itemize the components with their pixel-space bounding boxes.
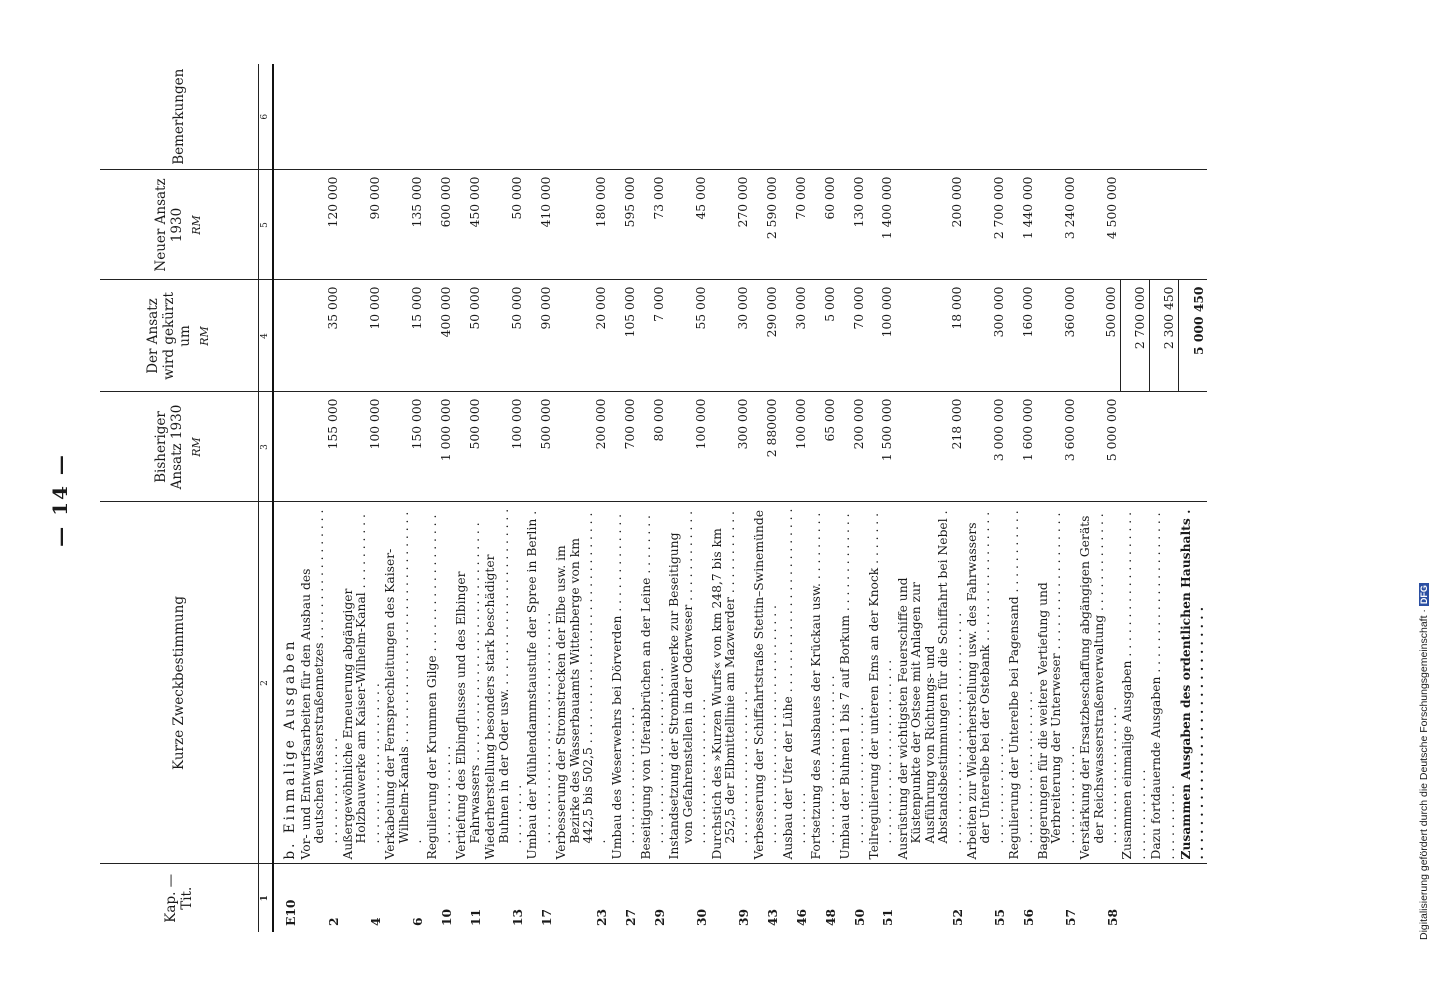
row-neu: 135 000 [383, 170, 425, 280]
row-gekuerzt: 10 000 [341, 280, 383, 392]
digitization-note-text: Digitalisierung gefördert durch die Deutsche Forschungsgemeinschaft · [1418, 609, 1430, 940]
row-description [1078, 502, 1120, 864]
row-tit: 43 [765, 908, 781, 926]
row-bemerkungen [610, 64, 639, 170]
row-description [383, 502, 425, 864]
row-description [667, 502, 709, 864]
table-row [425, 64, 454, 932]
table-row [896, 64, 965, 932]
row-bisher: 300 000 [710, 392, 752, 502]
row-description [483, 502, 525, 864]
row-gekuerzt: 500 000 [1078, 280, 1120, 392]
row-description [752, 502, 781, 864]
table-row [299, 64, 341, 932]
digitization-note [1418, 40, 1432, 940]
row-bemerkungen [710, 64, 752, 170]
row-tit: 55 [991, 908, 1007, 926]
row-bemerkungen [1036, 64, 1078, 170]
row-tit: 13 [509, 908, 525, 926]
row-bisher: 80 000 [639, 392, 668, 502]
row-description [809, 502, 838, 864]
dfg-logo: DFG [1419, 585, 1429, 605]
row-bisher: 100 000 [341, 392, 383, 502]
row-neu: 450 000 [454, 170, 483, 280]
row-description [525, 502, 554, 864]
row-bemerkungen [867, 64, 896, 170]
row-bemerkungen [838, 64, 867, 170]
table-row [867, 64, 896, 932]
row-neu: 2 590 000 [752, 170, 781, 280]
row-tit: 46 [794, 908, 810, 926]
row-neu: 4 500 000 [1078, 170, 1120, 280]
row-description-text: Instandsetzung der Strombauwerke zur Beseitigung von Gefahrenstellen in der Oderweser . . . [668, 509, 708, 860]
column-number: 4 [259, 280, 274, 392]
section-heading: b. Einmalige Ausgaben [273, 502, 298, 864]
row-bemerkungen [752, 64, 781, 170]
row-bisher: 100 000 [483, 392, 525, 502]
row-bisher: 700 000 [610, 392, 639, 502]
column-number: 5 [259, 170, 274, 280]
row-tit: 56 [1020, 908, 1036, 926]
row-bemerkungen [639, 64, 668, 170]
row-neu: 3 240 000 [1036, 170, 1078, 280]
row-neu: 200 000 [896, 170, 965, 280]
row-tit: 10 [438, 908, 454, 926]
row-description-text: Wiederherstellung besonders stark beschädigter Buhnen in der Oder usw. . . . [484, 509, 524, 860]
row-description [838, 502, 867, 864]
row-description-text: Durchstich des »Kurzen Wurfs« von km 248,7 bis km 252,5 der Elbmittellinie am Mazwerder . . . [711, 509, 751, 860]
row-tit: 4 [367, 917, 383, 926]
row-bisher: 150 000 [383, 392, 425, 502]
row-tit: 6 [410, 917, 426, 926]
row-description-text: Vertiefung des Elbingflusses und des Elbinger Fahrwassers . . . [455, 509, 482, 860]
row-description [896, 502, 965, 864]
row-tit: 51 [880, 908, 896, 926]
row-description-text: Teilregulierung der unteren Ems an der Knock . . . [868, 509, 895, 860]
table-row [710, 64, 752, 932]
row-neu: 595 000 [610, 170, 639, 280]
row-bemerkungen [1078, 64, 1120, 170]
row-description-text: Baggerungen für die weitere Vertiefung und Verbreiterung der Unterweser . . . [1037, 509, 1077, 860]
row-bemerkungen [299, 64, 341, 170]
row-description-text: Verkabelung der Fernsprechleitungen des Kaiser-Wilhelm-Kanals . . . [384, 509, 424, 860]
row-bemerkungen [383, 64, 425, 170]
row-description-text: Umbau des Weserwehrs bei Dörverden . . . [611, 509, 638, 860]
row-bemerkungen [341, 64, 383, 170]
row-bisher: 155 000 [299, 392, 341, 502]
table-row [1078, 64, 1120, 932]
row-gekuerzt: 400 000 [425, 280, 454, 392]
row-bisher: 3 600 000 [1036, 392, 1078, 502]
row-neu: 130 000 [838, 170, 867, 280]
row-gekuerzt: 7 000 [639, 280, 668, 392]
row-bemerkungen [809, 64, 838, 170]
row-description-text: Regulierung der Unterelbe bei Pagensand . . . [1008, 509, 1035, 860]
table-row [667, 64, 709, 932]
row-bisher: 100 000 [781, 392, 810, 502]
table-row [554, 64, 610, 932]
row-bisher: 218 000 [896, 392, 965, 502]
row-neu: 50 000 [483, 170, 525, 280]
row-description [554, 502, 610, 864]
unit-label: RM [198, 326, 211, 346]
row-description-text: Arbeiten zur Wiederherstellung usw. des Fahrwassers der Unterelbe bei der Ostebank . . . [966, 509, 1006, 860]
row-tit: 27 [623, 908, 639, 926]
row-neu: 90 000 [341, 170, 383, 280]
total-einmalig-value: 2 700 000 [1120, 280, 1149, 392]
row-neu: 70 000 [781, 170, 810, 280]
row-description [1007, 502, 1036, 864]
row-neu: 600 000 [425, 170, 454, 280]
row-gekuerzt: 160 000 [1007, 280, 1036, 392]
header-row [100, 64, 259, 932]
table-row [965, 64, 1007, 932]
row-tit: 23 [594, 908, 610, 926]
row-tit: 11 [467, 908, 483, 926]
row-gekuerzt: 50 000 [454, 280, 483, 392]
row-neu: 180 000 [554, 170, 610, 280]
row-bemerkungen [454, 64, 483, 170]
row-bemerkungen [1007, 64, 1036, 170]
row-description-text: Umbau der Mühlendammstaustufe der Spree in Berlin . . . [526, 509, 553, 860]
row-bemerkungen [896, 64, 965, 170]
row-tit: 29 [651, 908, 667, 926]
budget-table [100, 64, 1207, 932]
row-gekuerzt: 18 000 [896, 280, 965, 392]
row-tit: 48 [822, 908, 838, 926]
row-description [867, 502, 896, 864]
column-number: 3 [259, 392, 274, 502]
row-tit: 58 [1104, 908, 1120, 926]
row-bisher: 65 000 [809, 392, 838, 502]
row-bisher: 100 000 [667, 392, 709, 502]
row-gekuerzt: 20 000 [554, 280, 610, 392]
row-neu: 2 700 000 [965, 170, 1007, 280]
header-bemerkungen: Bemerkungen [100, 64, 259, 170]
table-row [809, 64, 838, 932]
table-row [1036, 64, 1078, 932]
row-bisher: 200 000 [838, 392, 867, 502]
row-description-text: Regulierung der Krummen Gilge . . . [426, 509, 453, 860]
row-neu: 73 000 [639, 170, 668, 280]
row-neu: 120 000 [299, 170, 341, 280]
table-row [752, 64, 781, 932]
total-fortdauernd-row [1149, 64, 1178, 932]
row-tit: 50 [851, 908, 867, 926]
row-tit: 57 [1062, 908, 1078, 926]
row-description-text: Fortsetzung des Ausbaues der Krückau usw. . . . [810, 509, 837, 860]
row-bisher: 2 880000 [752, 392, 781, 502]
section-kap: E10 [283, 899, 299, 926]
page-number: — 14 — [48, 453, 72, 547]
row-gekuerzt: 15 000 [383, 280, 425, 392]
row-neu: 1 400 000 [867, 170, 896, 280]
row-gekuerzt: 35 000 [299, 280, 341, 392]
table-row [341, 64, 383, 932]
row-description [639, 502, 668, 864]
row-description-text: Außergewöhnliche Erneuerung abgängiger Holzbauwerke am Kaiser-Wilhelm-Kanal . . . [342, 509, 382, 860]
row-description [1036, 502, 1078, 864]
header-gekuerzt: Der Ansatz wird gekürzt um RM [100, 280, 259, 392]
total-fortdauernd-label: Dazu fortdauernde Ausgaben . . . [1149, 502, 1178, 864]
table-row [483, 64, 525, 932]
table-body [273, 64, 1206, 932]
unit-label: RM [190, 215, 203, 235]
unit-label: RM [190, 437, 203, 457]
header-zweck: Kurze Zweckbestimmung [100, 502, 259, 864]
row-description [341, 502, 383, 864]
row-description-text: Verbesserung der Stromstrecken der Elbe usw. im Bezirke des Wasserbauamts Wittenberge von km 442,5 bis 502,5 . . . [555, 509, 609, 860]
row-description-text: Ausbau der Ufer der Lühe . . . [782, 509, 809, 860]
row-bemerkungen [965, 64, 1007, 170]
column-number: 6 [259, 64, 274, 170]
row-bisher: 5 000 000 [1078, 392, 1120, 502]
table-row [525, 64, 554, 932]
row-tit: 17 [538, 908, 554, 926]
total-gesamt-label: Zusammen Ausgaben des ordentlichen Haushalts . . . [1178, 502, 1207, 864]
row-bemerkungen [483, 64, 525, 170]
row-description [299, 502, 341, 864]
row-description [454, 502, 483, 864]
table-row [454, 64, 483, 932]
row-description-text: Beseitigung von Uferabbrüchen an der Leine . . . [640, 509, 667, 860]
row-bemerkungen [667, 64, 709, 170]
row-gekuerzt: 30 000 [710, 280, 752, 392]
row-neu: 45 000 [667, 170, 709, 280]
table-row [1007, 64, 1036, 932]
row-gekuerzt: 30 000 [781, 280, 810, 392]
total-fortdauernd-value: 2 300 450 [1149, 280, 1178, 392]
row-gekuerzt: 5 000 [809, 280, 838, 392]
row-description [710, 502, 752, 864]
row-gekuerzt: 360 000 [1036, 280, 1078, 392]
row-gekuerzt: 70 000 [838, 280, 867, 392]
table-row [639, 64, 668, 932]
row-description [610, 502, 639, 864]
row-gekuerzt: 50 000 [483, 280, 525, 392]
row-gekuerzt: 55 000 [667, 280, 709, 392]
row-gekuerzt: 290 000 [752, 280, 781, 392]
header-kap: Kap. — Tit. [100, 864, 259, 932]
row-description-text: Verstärkung der Ersatzbeschaffung abgängigen Geräts der Reichswasserstraßenverwaltung . . . [1079, 509, 1119, 860]
row-description-text: Vor- und Entwurfsarbeiten für den Ausbau des deutschen Wasserstraßennetzes . . . [300, 509, 340, 860]
total-einmalig-row [1120, 64, 1149, 932]
section-row [273, 64, 298, 932]
row-bemerkungen [425, 64, 454, 170]
row-description-text: Verbesserung der Schiffahrtstraße Stettin–Swinemünde . . . [753, 509, 780, 860]
row-bisher: 500 000 [454, 392, 483, 502]
row-neu: 1 440 000 [1007, 170, 1036, 280]
row-bisher: 1 600 000 [1007, 392, 1036, 502]
row-bisher: 1 000 000 [425, 392, 454, 502]
row-tit: 39 [736, 908, 752, 926]
header-bisher: Bisheriger Ansatz 1930 RM [100, 392, 259, 502]
row-neu: 270 000 [710, 170, 752, 280]
row-gekuerzt: 105 000 [610, 280, 639, 392]
row-bisher: 3 000 000 [965, 392, 1007, 502]
row-gekuerzt: 300 000 [965, 280, 1007, 392]
table-row [383, 64, 425, 932]
total-gesamt-row [1178, 64, 1207, 932]
row-tit: 30 [694, 908, 710, 926]
row-bemerkungen [781, 64, 810, 170]
row-tit: 52 [949, 908, 965, 926]
row-description-text: Ausrüstung der wichtigsten Feuerschiffe und Küstenpunkte der Ostsee mit Anlagen zur Ausführung von Richtungs- und Abstandsbestimmungen für die Schiffahrt bei Nebel . . . [897, 509, 964, 860]
row-neu: 410 000 [525, 170, 554, 280]
row-description [425, 502, 454, 864]
table-row [610, 64, 639, 932]
header-neu: Neuer Ansatz 1930 RM [100, 170, 259, 280]
row-bisher: 200 000 [554, 392, 610, 502]
row-tit: 2 [325, 917, 341, 926]
column-number-row [259, 64, 274, 932]
table-row [838, 64, 867, 932]
column-number: 2 [259, 502, 274, 864]
table-row [781, 64, 810, 932]
row-description [965, 502, 1007, 864]
row-bisher: 1 500 000 [867, 392, 896, 502]
column-number: 1 [259, 864, 274, 932]
row-bisher: 500 000 [525, 392, 554, 502]
row-gekuerzt: 100 000 [867, 280, 896, 392]
row-gekuerzt: 90 000 [525, 280, 554, 392]
row-bemerkungen [525, 64, 554, 170]
total-einmalig-label: Zusammen einmalige Ausgaben . . . [1120, 502, 1149, 864]
row-description [781, 502, 810, 864]
row-description-text: Umbau der Buhnen 1 bis 7 auf Borkum . . . [839, 509, 866, 860]
row-neu: 60 000 [809, 170, 838, 280]
total-gesamt-value: 5 000 450 [1178, 280, 1207, 392]
row-bemerkungen [554, 64, 610, 170]
